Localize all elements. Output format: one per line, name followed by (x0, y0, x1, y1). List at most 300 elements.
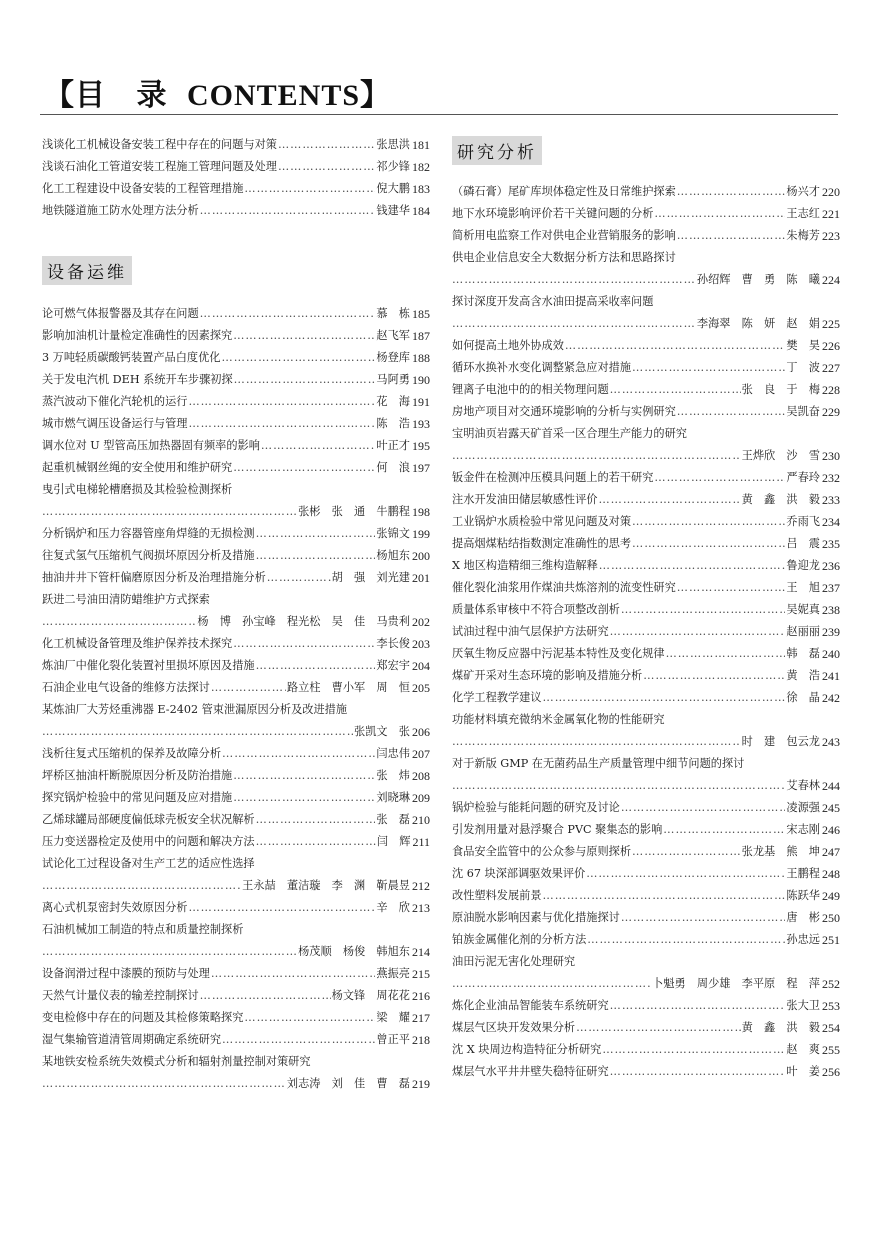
toc-entry-title-line[interactable] (452, 709, 840, 731)
toc-entry[interactable] (452, 313, 840, 335)
entry-title: 影响加油机计量检定准确性的因素探究 (42, 329, 233, 342)
entry-title: 工业锅炉水质检验中常见问题及对策 (452, 515, 632, 528)
entry-page-number: 208 (412, 769, 430, 783)
contents-heading (44, 70, 391, 114)
toc-entry[interactable] (452, 863, 840, 885)
entry-title: 城市燃气调压设备运行与管理 (42, 417, 188, 430)
toc-entry[interactable] (42, 156, 430, 178)
entry-title: 湿气集输管道清管周期确定系统研究 (42, 1033, 222, 1046)
entry-authors: 杨兴才 (786, 185, 820, 198)
entry-authors: 刘晓琳 (376, 791, 410, 804)
dot-leader (587, 934, 785, 946)
toc-entry[interactable] (452, 775, 840, 797)
toc-entry[interactable] (42, 677, 430, 699)
dot-leader (222, 748, 375, 760)
entry-page-number: 229 (822, 405, 840, 419)
toc-entry[interactable] (42, 655, 430, 677)
entry-title: 煤矿开采对生态环境的影响及措施分析 (452, 669, 643, 682)
toc-entry[interactable] (42, 347, 430, 369)
dot-leader (621, 802, 786, 814)
dot-leader (233, 638, 375, 650)
toc-entry[interactable] (452, 467, 840, 489)
entry-page-number: 184 (412, 204, 430, 218)
dot-leader (233, 770, 375, 782)
entry-title: 离心式机泵密封失效原因分析 (42, 901, 188, 914)
entry-title: 房地产项目对交通环境影响的分析与实例研究 (452, 405, 676, 418)
entry-title: 化工工程建设中设备安装的工程管理措施 (42, 182, 244, 195)
entry-page-number: 197 (412, 461, 430, 475)
entry-title: 地下水环境影响评价若干关键问题的分析 (452, 207, 654, 220)
entry-title: 炼化企业油品智能装车系统研究 (452, 999, 609, 1012)
toc-entry-title-line[interactable] (42, 589, 430, 611)
entry-page-number: 247 (822, 845, 840, 859)
entry-authors: 赵 爽 (786, 1043, 820, 1056)
entry-title: 铂族金属催化剂的分析方法 (452, 933, 587, 946)
entry-title: 浅谈化工机械设备安装工程中存在的问题与对策 (42, 138, 277, 151)
entry-title: 炼油厂中催化裂化装置衬里损坏原因及措施 (42, 659, 255, 672)
toc-entry[interactable] (452, 907, 840, 929)
toc-entry[interactable] (42, 941, 430, 963)
toc-entry[interactable] (42, 809, 430, 831)
entry-authors: 朱梅芳 (786, 229, 820, 242)
entry-authors: 杨 博 孙宝峰 程光松 吴 佳 马贵利 (197, 615, 410, 628)
entry-authors: 樊 昊 (786, 339, 820, 352)
toc-entry-title-line[interactable] (42, 919, 430, 941)
dot-leader (632, 516, 785, 528)
toc-entry[interactable] (42, 523, 430, 545)
entry-page-number: 199 (412, 527, 430, 541)
dot-leader (621, 604, 786, 616)
entry-title: 浅析往复式压缩机的保养及故障分析 (42, 747, 222, 760)
dot-leader (452, 274, 696, 286)
entry-page-number: 221 (822, 207, 840, 221)
toc-entry[interactable] (42, 1073, 430, 1095)
entry-authors: 丁 波 (786, 361, 820, 374)
toc-entry-title-line[interactable] (42, 1051, 430, 1073)
entry-title: 如何提高土地外协成效 (452, 339, 564, 352)
entry-title: 功能材料填充微纳米金属氧化物的性能研究 (452, 713, 665, 726)
toc-entry[interactable] (42, 391, 430, 413)
dot-leader (42, 726, 353, 738)
entry-title: 天然气计量仪表的输差控制探讨 (42, 989, 199, 1002)
entry-authors: 张思洪 (376, 138, 410, 151)
entry-page-number: 206 (412, 725, 430, 739)
entry-authors: 吴妮真 (786, 603, 820, 616)
toc-entry[interactable] (42, 413, 430, 435)
entry-title: 煤层气水平井井壁失稳特征研究 (452, 1065, 609, 1078)
entry-title: 注水开发油田储层敏感性评价 (452, 493, 598, 506)
entry-title: 简析用电监察工作对供电企业营销服务的影响 (452, 229, 676, 242)
dot-leader (632, 846, 741, 858)
toc-entry[interactable] (452, 401, 840, 423)
dot-leader (244, 183, 375, 195)
toc-entry[interactable] (42, 325, 430, 347)
toc-entry[interactable] (42, 303, 430, 325)
dot-leader (543, 692, 786, 704)
toc-entry-title-line[interactable] (452, 423, 840, 445)
entry-page-number: 198 (412, 505, 430, 519)
entry-page-number: 210 (412, 813, 430, 827)
entry-page-number: 239 (822, 625, 840, 639)
entry-authors: 李长俊 (376, 637, 410, 650)
toc-entry[interactable] (452, 973, 840, 995)
toc-entry[interactable] (42, 765, 430, 787)
toc-entry[interactable] (42, 134, 430, 156)
entry-page-number: 248 (822, 867, 840, 881)
entry-page-number: 200 (412, 549, 430, 563)
entry-authors: 闫忠伟 (376, 747, 410, 760)
entry-title: 蒸汽波动下催化汽轮机的运行 (42, 395, 188, 408)
entry-title: 引发剂用量对悬浮聚合 PVC 聚集态的影响 (452, 823, 663, 836)
entry-page-number: 201 (412, 571, 430, 585)
toc-entry[interactable] (452, 445, 840, 467)
entry-title: 化工机械设备管理及维护保养技术探究 (42, 637, 233, 650)
toc-entry[interactable] (452, 1039, 840, 1061)
section-heading-research: 研究分析 (452, 136, 542, 165)
dot-leader (610, 1066, 786, 1078)
entry-page-number: 215 (412, 967, 430, 981)
entry-page-number: 237 (822, 581, 840, 595)
entry-authors: 张 磊 (376, 813, 410, 826)
entry-authors: 赵飞军 (376, 329, 410, 342)
entry-title: 沈 X 块周边构造特征分析研究 (452, 1043, 602, 1056)
toc-entry-title-line[interactable] (42, 479, 430, 501)
entry-page-number: 195 (412, 439, 430, 453)
dot-leader (602, 1044, 785, 1056)
toc-entry[interactable] (452, 665, 840, 687)
toc-entry[interactable] (452, 929, 840, 951)
toc-entry[interactable] (42, 567, 430, 589)
entry-authors: 路立柱 曹小军 周 恒 (286, 681, 410, 694)
bracket-close: 】 (360, 79, 392, 112)
entry-page-number: 228 (822, 383, 840, 397)
toc-entry-title-line[interactable] (452, 951, 840, 973)
entry-authors: 王烨欣 沙 雪 (741, 449, 820, 462)
entry-title: 提高烟煤粘结指数测定准确性的思考 (452, 537, 632, 550)
dot-leader (452, 318, 696, 330)
dot-leader (677, 582, 786, 594)
entry-page-number: 213 (412, 901, 430, 915)
entry-page-number: 256 (822, 1065, 840, 1079)
entry-page-number: 205 (412, 681, 430, 695)
dot-leader (267, 572, 331, 584)
entry-authors: 花 海 (376, 395, 410, 408)
toc-entry[interactable] (452, 643, 840, 665)
toc-entry[interactable] (42, 875, 430, 897)
dot-leader (586, 868, 785, 880)
entry-authors: 钱建华 (376, 204, 410, 217)
entry-title: 坪桥区抽油杆断脱原因分析及防治措施 (42, 769, 233, 782)
entry-page-number: 255 (822, 1043, 840, 1057)
entry-authors: 陈跃华 (786, 889, 820, 902)
entry-title: 试论化工过程设备对生产工艺的适应性选择 (42, 857, 255, 870)
entry-title: X 地区构造精细三维构造解释 (452, 559, 598, 572)
entry-title: 曳引式电梯轮槽磨损及其检验检测探析 (42, 483, 233, 496)
toc-entry[interactable] (452, 731, 840, 753)
dot-leader (188, 396, 375, 408)
dot-leader (643, 670, 785, 682)
bracket-open: 【 (44, 79, 75, 112)
dot-leader (222, 1034, 375, 1046)
entry-authors: 吕 震 (786, 537, 820, 550)
dot-leader (233, 792, 375, 804)
entry-authors: 孙绍辉 曹 勇 陈 曦 (696, 273, 820, 286)
dot-leader (576, 1022, 741, 1034)
toc-entry[interactable] (42, 545, 430, 567)
toc-entry-title-line[interactable] (42, 853, 430, 875)
entry-page-number: 207 (412, 747, 430, 761)
heading-chinese: 目 录 (75, 79, 179, 112)
entry-authors: 杨文锋 周花花 (331, 989, 410, 1002)
entry-page-number: 216 (412, 989, 430, 1003)
entry-title: 探究锅炉检验中的常见问题及应对措施 (42, 791, 233, 804)
entry-title: 浅谈石油化工管道安装工程施工管理问题及处理 (42, 160, 277, 173)
entry-title: 对于新版 GMP 在无菌药品生产质量管理中细节问题的探讨 (452, 757, 745, 770)
dot-leader (610, 384, 741, 396)
right-main-list (452, 181, 840, 1083)
toc-entry-title-line[interactable] (42, 699, 430, 721)
entry-page-number: 214 (412, 945, 430, 959)
entry-authors: 张凯文 张 (354, 725, 410, 738)
entry-title: 抽油井井下管杆偏磨原因分析及治理措施分析 (42, 571, 266, 584)
toc-entry[interactable] (42, 897, 430, 919)
entry-page-number: 225 (822, 317, 840, 331)
header-divider (40, 114, 838, 115)
entry-page-number: 181 (412, 138, 430, 152)
entry-title: 调水位对 U 型管高压加热器固有频率的影响 (42, 439, 260, 452)
entry-authors: 叶 姜 (786, 1065, 820, 1078)
entry-page-number: 220 (822, 185, 840, 199)
entry-title: 探讨深度开发高含水油田提高采收率问题 (452, 295, 654, 308)
entry-page-number: 187 (412, 329, 430, 343)
entry-page-number: 191 (412, 395, 430, 409)
entry-authors: 叶正才 (376, 439, 410, 452)
toc-entry[interactable] (452, 819, 840, 841)
entry-page-number: 242 (822, 691, 840, 705)
entry-title: 地铁隧道施工防水处理方法分析 (42, 204, 199, 217)
toc-entry[interactable] (452, 621, 840, 643)
toc-entry[interactable] (452, 555, 840, 577)
entry-authors: 曾正平 (376, 1033, 410, 1046)
entry-title: 供电企业信息安全大数据分析方法和思路探讨 (452, 251, 676, 264)
toc-entry[interactable] (452, 511, 840, 533)
entry-title: 原油脱水影响因素与优化措施探讨 (452, 911, 620, 924)
entry-title: 3 万吨轻质碳酸钙装置产品白度优化 (42, 351, 221, 364)
dot-leader (211, 968, 376, 980)
entry-page-number: 243 (822, 735, 840, 749)
dot-leader (632, 538, 785, 550)
toc-entry[interactable] (452, 533, 840, 555)
dot-leader (452, 978, 651, 990)
dot-leader (599, 560, 786, 572)
entry-page-number: 241 (822, 669, 840, 683)
entry-title: 压力变送器检定及使用中的问题和解决方法 (42, 835, 255, 848)
entry-authors: 黄 鑫 洪 毅 (741, 493, 820, 506)
dot-leader (632, 362, 785, 374)
entry-title: 催化裂化油浆用作煤油共炼溶剂的流变性研究 (452, 581, 676, 594)
toc-entry[interactable] (42, 611, 430, 633)
entry-page-number: 218 (412, 1033, 430, 1047)
toc-entry-title-line[interactable] (452, 753, 840, 775)
dot-leader (610, 626, 786, 638)
dot-leader (222, 352, 376, 364)
toc-entry[interactable] (452, 1017, 840, 1039)
toc-entry[interactable] (42, 369, 430, 391)
entry-authors: 李海翠 陈 妍 赵 娟 (696, 317, 820, 330)
entry-title: 钣金件在检测冲压模具问题上的若干研究 (452, 471, 654, 484)
dot-leader (278, 139, 375, 151)
right-column (452, 134, 840, 1083)
entry-title: 改性塑料发展前景 (452, 889, 542, 902)
toc-entry[interactable] (452, 599, 840, 621)
entry-page-number: 254 (822, 1021, 840, 1035)
entry-authors: 鲁迎龙 (786, 559, 820, 572)
heading-english: CONTENTS (187, 79, 361, 112)
dot-leader (278, 161, 375, 173)
entry-authors: 辛 欣 (376, 901, 410, 914)
toc-entry[interactable] (42, 743, 430, 765)
entry-page-number: 238 (822, 603, 840, 617)
entry-authors: 陈 浩 (376, 417, 410, 430)
entry-authors: 张 良 于 梅 (741, 383, 820, 396)
entry-title: 石油机械加工制造的特点和质量控制探析 (42, 923, 244, 936)
left-main-list (42, 303, 430, 1095)
dot-leader (244, 1012, 375, 1024)
toc-entry-title-line[interactable] (452, 247, 840, 269)
toc-entry[interactable] (452, 885, 840, 907)
toc-entry[interactable] (452, 1061, 840, 1083)
toc-entry[interactable] (42, 200, 430, 222)
entry-page-number: 235 (822, 537, 840, 551)
entry-title: 分析锅炉和压力容器管座角焊缝的无损检测 (42, 527, 255, 540)
dot-leader (234, 374, 376, 386)
entry-title: 跃进二号油田清防蜡维护方式探索 (42, 593, 210, 606)
toc-entry[interactable] (452, 841, 840, 863)
dot-leader (598, 494, 740, 506)
entry-page-number: 224 (822, 273, 840, 287)
toc-entry[interactable] (42, 963, 430, 985)
toc-entry[interactable] (452, 203, 840, 225)
left-column (42, 134, 430, 1095)
toc-entry[interactable] (452, 269, 840, 291)
entry-authors: 杨登库 (376, 351, 410, 364)
toc-entry[interactable] (452, 335, 840, 357)
entry-authors: 杨旭东 (376, 549, 410, 562)
entry-authors: 慕 栋 (376, 307, 410, 320)
entry-authors: 卜魁勇 周少雄 李平原 程 萍 (652, 977, 820, 990)
dot-leader (200, 205, 376, 217)
entry-authors: 张大卫 (786, 999, 820, 1012)
entry-authors: 王志红 (786, 207, 820, 220)
entry-page-number: 182 (412, 160, 430, 174)
entry-title: 某炼油厂大芳烃重沸器 E-2402 管束泄漏原因分析及改进措施 (42, 703, 348, 716)
entry-page-number: 203 (412, 637, 430, 651)
toc-entry[interactable] (42, 787, 430, 809)
entry-authors: 乔雨飞 (786, 515, 820, 528)
toc-entry[interactable] (42, 435, 430, 457)
entry-authors: 宋志刚 (786, 823, 820, 836)
dot-leader (256, 836, 376, 848)
toc-entry[interactable] (42, 831, 430, 853)
toc-entry[interactable] (42, 178, 430, 200)
entry-authors: 杨茂顺 杨俊 韩旭东 (298, 945, 410, 958)
dot-leader (42, 880, 241, 892)
dot-leader (188, 902, 375, 914)
dot-leader (677, 230, 786, 242)
toc-entry[interactable] (42, 985, 430, 1007)
dot-leader (42, 506, 297, 518)
entry-page-number: 227 (822, 361, 840, 375)
entry-page-number: 244 (822, 779, 840, 793)
entry-page-number: 234 (822, 515, 840, 529)
dot-leader (543, 890, 786, 902)
toc-entry[interactable] (42, 457, 430, 479)
entry-page-number: 211 (412, 835, 430, 849)
toc-entry[interactable] (452, 181, 840, 203)
entry-authors: 张龙基 熊 坤 (741, 845, 820, 858)
entry-page-number: 253 (822, 999, 840, 1013)
entry-page-number: 212 (412, 879, 430, 893)
dot-leader (42, 1078, 286, 1090)
entry-page-number: 193 (412, 417, 430, 431)
entry-title: 煤层气区块开发效果分析 (452, 1021, 576, 1034)
entry-title: 质量体系审核中不符合项整改剖析 (452, 603, 620, 616)
toc-entry[interactable] (452, 225, 840, 247)
entry-authors: 唐 彬 (786, 911, 820, 924)
dot-leader (663, 824, 785, 836)
toc-entry[interactable] (452, 797, 840, 819)
toc-entry[interactable] (452, 489, 840, 511)
entry-authors: 刘志涛 刘 佳 曹 磊 (286, 1077, 410, 1090)
toc-entry[interactable] (452, 357, 840, 379)
entry-authors: 张 炜 (376, 769, 410, 782)
toc-entry[interactable] (452, 995, 840, 1017)
entry-authors: 艾春林 (786, 779, 820, 792)
entry-title: 某地铁安检系统失效模式分析和辐射剂量控制对策研究 (42, 1055, 311, 1068)
entry-page-number: 190 (412, 373, 430, 387)
toc-entry[interactable] (452, 687, 840, 709)
toc-entry-title-line[interactable] (452, 291, 840, 313)
toc-entry[interactable] (42, 501, 430, 523)
entry-page-number: 240 (822, 647, 840, 661)
toc-entry[interactable] (452, 379, 840, 401)
entry-title: 厌氧生物反应器中污泥基本特性及变化规律 (452, 647, 665, 660)
toc-entry[interactable] (42, 1007, 430, 1029)
dot-leader (233, 330, 375, 342)
dot-leader (42, 946, 297, 958)
entry-title: 锅炉检验与能耗问题的研究及讨论 (452, 801, 620, 814)
dot-leader (261, 440, 376, 452)
entry-authors: 赵丽丽 (786, 625, 820, 638)
entry-title: 论可燃气体报警器及其存在问题 (42, 307, 199, 320)
toc-entry[interactable] (452, 577, 840, 599)
entry-authors: 徐 晶 (786, 691, 820, 704)
entry-authors: 马阿勇 (376, 373, 410, 386)
entry-page-number: 233 (822, 493, 840, 507)
toc-entry[interactable] (42, 633, 430, 655)
toc-entry[interactable] (42, 1029, 430, 1051)
entry-title: 沈 67 块深部调驱效果评价 (452, 867, 586, 880)
left-top-list (42, 134, 430, 222)
entry-page-number: 246 (822, 823, 840, 837)
dot-leader (256, 814, 376, 826)
toc-entry[interactable] (42, 721, 430, 743)
entry-page-number: 209 (412, 791, 430, 805)
entry-authors: 王鹏程 (786, 867, 820, 880)
dot-leader (610, 1000, 786, 1012)
dot-leader (565, 340, 786, 352)
entry-page-number: 251 (822, 933, 840, 947)
